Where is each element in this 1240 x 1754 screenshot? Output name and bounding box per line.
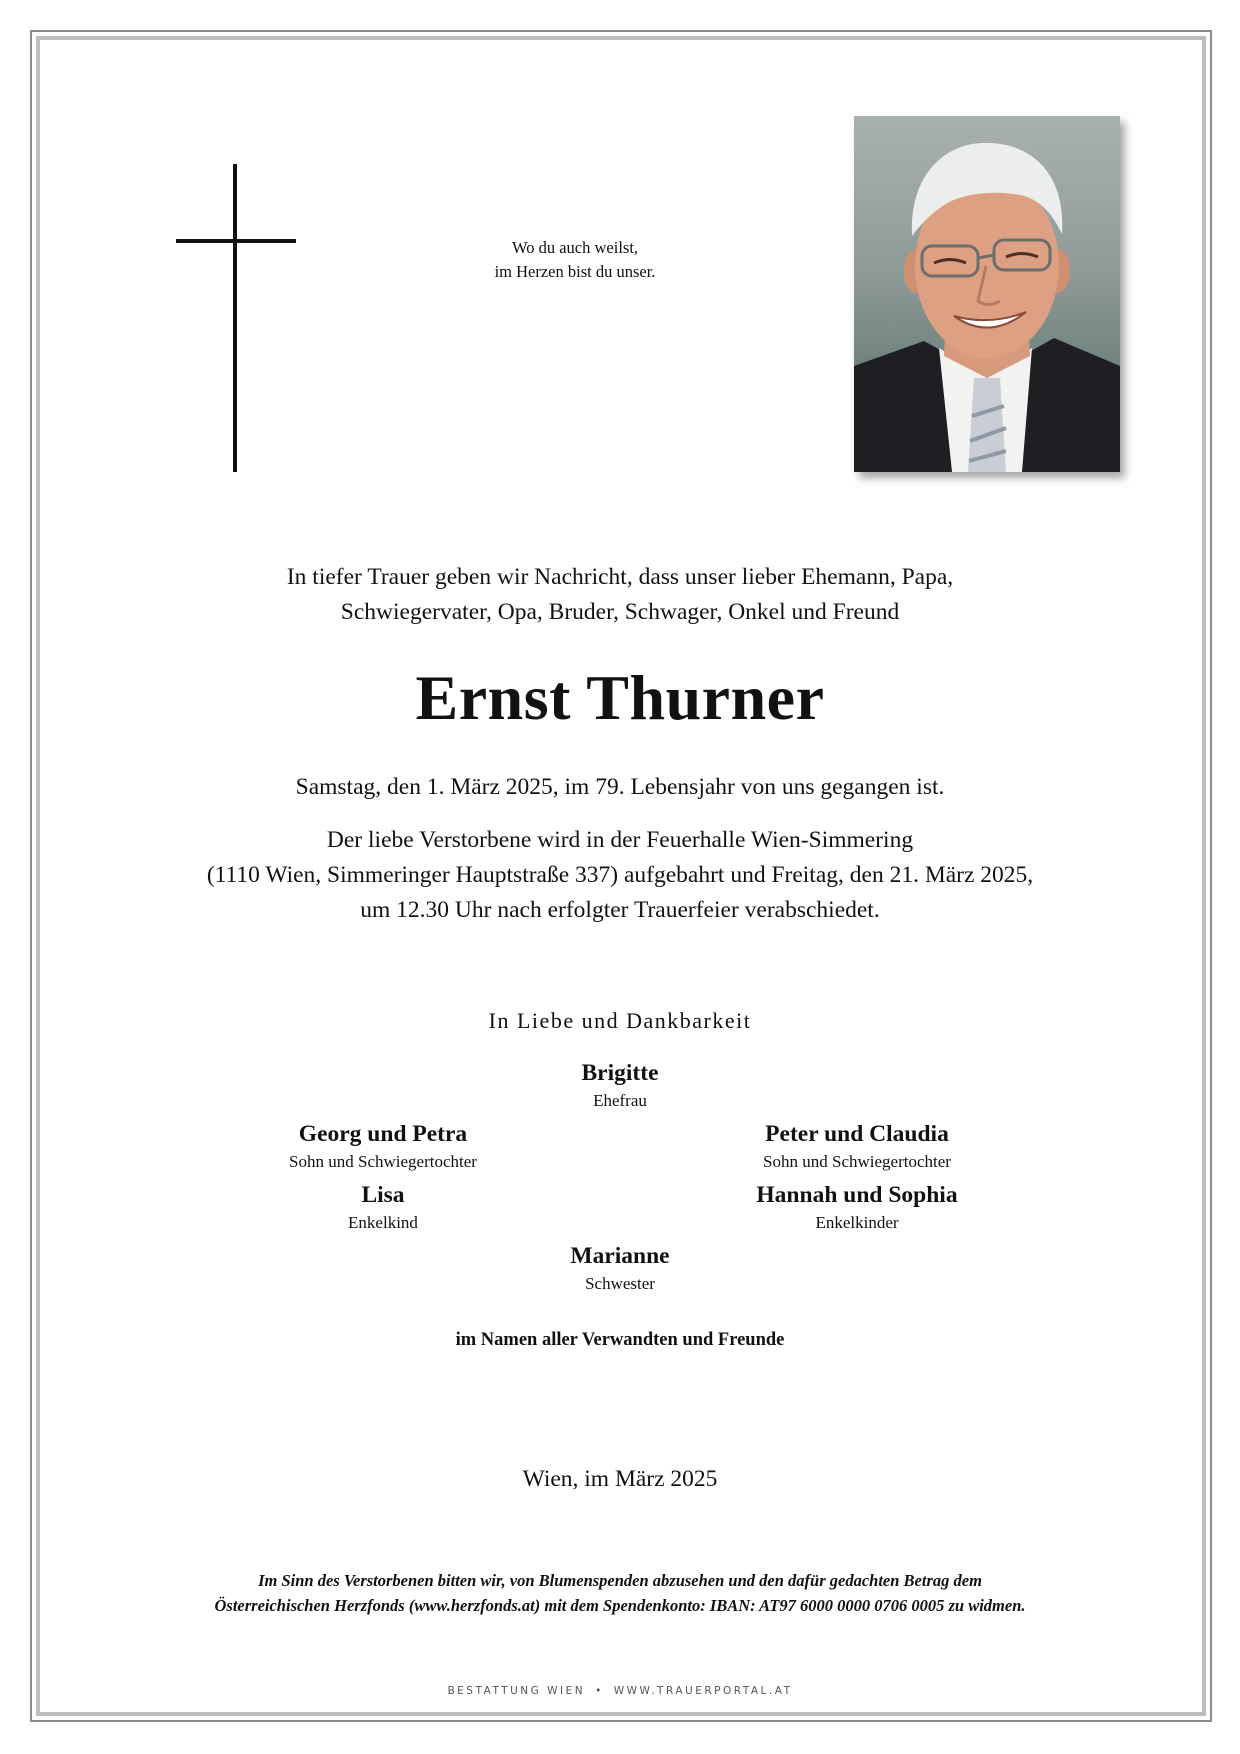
mourner-name: Georg und Petra	[298, 1121, 468, 1147]
mourner-role: Enkelkind	[348, 1213, 418, 1232]
announcement-intro	[80, 560, 1160, 630]
footer-separator: •	[595, 1685, 604, 1697]
donation-note	[80, 1568, 1160, 1618]
closing-line: im Namen aller Verwandten und Freunde	[455, 1330, 785, 1350]
mourner-name: Marianne	[570, 1243, 670, 1269]
mourner-role: Enkelkinder	[815, 1213, 899, 1232]
footer-credits	[80, 1683, 1160, 1699]
cross-icon	[176, 164, 296, 472]
mourner-name: Hannah und Sophia	[756, 1182, 958, 1208]
mourner-entry	[677, 1119, 1037, 1175]
ceremony-line-2: (1110 Wien, Simmeringer Hauptstraße 337) aufgebahrt und Freitag, den 21. März 2025,	[206, 862, 1034, 888]
ceremony-line-1: Der liebe Verstorbene wird in der Feuerhalle Wien-Simmering	[326, 827, 914, 853]
portrait-photo	[854, 116, 1120, 472]
place-date: Wien, im März 2025	[522, 1466, 718, 1492]
footer-company: BESTATTUNG WIEN	[447, 1685, 586, 1697]
ceremony-details	[80, 823, 1160, 928]
intro-line-2: Schwiegervater, Opa, Bruder, Schwager, Onkel und Freund	[340, 599, 900, 625]
intro-line-1: In tiefer Trauer geben wir Nachricht, dass unser lieber Ehemann, Papa,	[286, 564, 954, 590]
mourner-name: Lisa	[361, 1182, 405, 1208]
mourner-entry	[440, 1241, 800, 1297]
mourner-name: Peter und Claudia	[765, 1121, 949, 1147]
thanks-heading: In Liebe und Dankbarkeit	[488, 1008, 752, 1033]
deceased-name: Ernst Thurner	[415, 662, 825, 733]
ceremony-line-3: um 12.30 Uhr nach erfolgter Trauerfeier verabschiedet.	[360, 897, 880, 923]
donation-line-1: Im Sinn des Verstorbenen bitten wir, von Blumenspenden abzusehen und den dafür gedachten Betrag dem	[258, 1571, 982, 1590]
mourner-entry	[677, 1180, 1037, 1236]
motto	[420, 236, 730, 284]
mourner-role: Sohn und Schwiegertochter	[763, 1152, 951, 1171]
mourner-role: Schwester	[585, 1274, 655, 1293]
mourner-role: Sohn und Schwiegertochter	[289, 1152, 477, 1171]
motto-line-2: im Herzen bist du unser.	[494, 262, 656, 281]
passing-statement: Samstag, den 1. März 2025, im 79. Lebensjahr von uns gegangen ist.	[295, 774, 945, 800]
mourner-name: Brigitte	[581, 1060, 659, 1086]
motto-line-1: Wo du auch weilst,	[511, 238, 639, 257]
mourner-role: Ehefrau	[593, 1091, 647, 1110]
donation-line-2: Österreichischen Herzfonds (www.herzfonds.at) mit dem Spendenkonto: IBAN: AT97 6000 0000 0706 0005 zu widmen.	[214, 1596, 1026, 1615]
mourner-entry	[203, 1119, 563, 1175]
footer-website-link[interactable]: WWW.TRAUERPORTAL.AT	[613, 1685, 793, 1697]
mourner-entry	[203, 1180, 563, 1236]
mourner-entry	[440, 1058, 800, 1114]
